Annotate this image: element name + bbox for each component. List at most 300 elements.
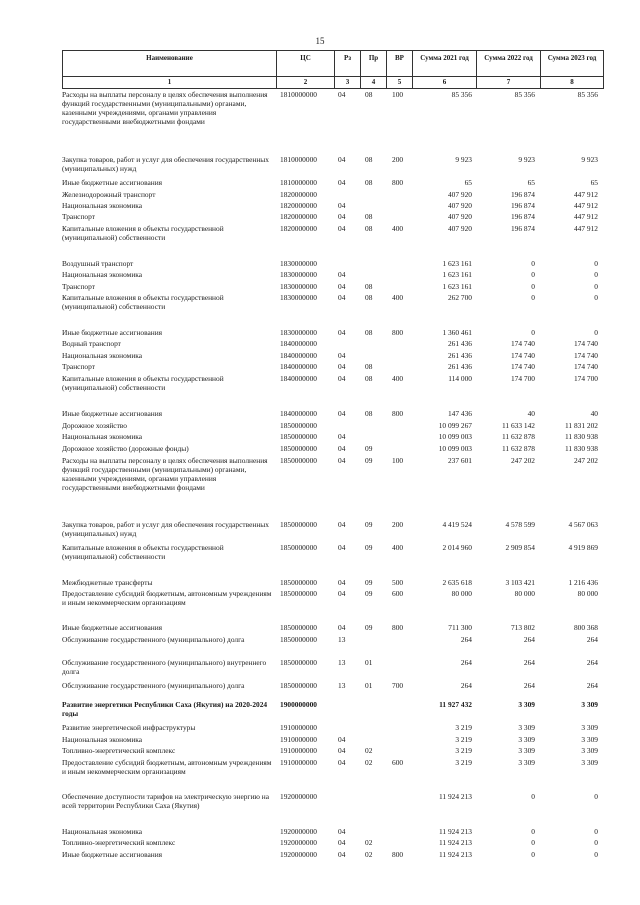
row-s2: 713 802 (510, 623, 535, 632)
row-s2: 3 309 (518, 758, 535, 767)
header-pr: Пр (368, 54, 379, 62)
row-rz: 13 (338, 658, 346, 667)
row-cs: 1820000000 (280, 212, 317, 221)
table-row (0, 351, 640, 361)
row-s3: 3 309 (581, 700, 598, 709)
row-s2: 11 632 878 (502, 444, 535, 453)
row-rz: 04 (338, 520, 346, 529)
row-cs: 1910000000 (280, 746, 317, 755)
row-s2: 3 103 421 (505, 578, 535, 587)
row-cs: 1850000000 (280, 589, 317, 598)
row-rz: 04 (338, 746, 346, 755)
table-row (0, 201, 640, 211)
row-pr: 01 (365, 658, 373, 667)
row-s3: 174 740 (573, 351, 598, 360)
row-vr: 400 (392, 224, 404, 233)
row-s3: 264 (586, 681, 598, 690)
row-pr: 08 (365, 90, 373, 99)
row-name: Железнодорожный транспорт (62, 190, 156, 199)
row-s2: 0 (531, 838, 535, 847)
row-rz: 04 (338, 827, 346, 836)
row-s3: 447 912 (573, 212, 598, 221)
row-s1: 407 920 (447, 224, 472, 233)
row-name: Капитальные вложения в объекты государственной (муниципальной) собственности (62, 293, 224, 311)
row-vr: 400 (392, 293, 404, 302)
row-rz: 04 (338, 224, 346, 233)
row-cs: 1910000000 (280, 735, 317, 744)
row-rz: 04 (338, 201, 346, 210)
row-name: Водный транспорт (62, 339, 121, 348)
row-s3: 447 912 (573, 190, 598, 199)
row-name: Предоставление субсидий бюджетным, автономным учреждениям и иным некоммерческим организациям (62, 589, 272, 607)
row-rz: 04 (338, 409, 346, 418)
row-name: Капитальные вложения в объекты государственной (муниципальной) собственности (62, 374, 224, 392)
row-name: Капитальные вложения в объекты государственной (муниципальной) собственности (62, 224, 224, 242)
table-row (0, 328, 640, 338)
row-name: Расходы на выплаты персоналу в целях обеспечения выполнения функций государственными (муниципальными) органами, казенными учреждениями, органами управления государственными внебюджетными фондами (62, 456, 268, 492)
row-s2: 11 633 142 (502, 421, 535, 430)
row-rz: 04 (338, 838, 346, 847)
row-name: Иные бюджетные ассигнования (62, 623, 163, 632)
row-s3: 11 830 938 (565, 444, 598, 453)
row-rz: 04 (338, 155, 346, 164)
row-rz: 04 (338, 758, 346, 767)
row-cs: 1810000000 (280, 90, 317, 99)
row-rz: 04 (338, 90, 346, 99)
row-s1: 264 (460, 681, 472, 690)
row-s2: 9 923 (518, 155, 535, 164)
row-s3: 11 831 202 (565, 421, 598, 430)
row-cs: 1820000000 (280, 224, 317, 233)
row-name: Обслуживание государственного (муниципального) долга (62, 635, 245, 644)
col-number: 3 (345, 78, 350, 86)
table-row (0, 658, 640, 676)
header-vr: ВР (395, 54, 404, 62)
row-s1: 65 (464, 178, 472, 187)
row-s1: 407 920 (447, 212, 472, 221)
row-name: Транспорт (62, 282, 95, 291)
row-s1: 10 099 003 (438, 444, 472, 453)
row-s2: 264 (523, 658, 535, 667)
row-s3: 4 567 063 (568, 520, 598, 529)
row-s1: 407 920 (447, 201, 472, 210)
row-s3: 447 912 (573, 201, 598, 210)
row-s3: 40 (590, 409, 598, 418)
col-number: 1 (167, 78, 172, 86)
table-row (0, 456, 640, 492)
table-row (0, 282, 640, 292)
row-cs: 1910000000 (280, 758, 317, 767)
row-pr: 08 (365, 374, 373, 383)
row-vr: 500 (392, 578, 404, 587)
row-s1: 1 623 161 (442, 270, 472, 279)
row-s2: 0 (531, 328, 535, 337)
header-name: Наименование (146, 54, 193, 62)
row-pr: 08 (365, 212, 373, 221)
table-row (0, 224, 640, 242)
row-s1: 2 014 960 (442, 543, 472, 552)
row-vr: 800 (392, 328, 404, 337)
row-cs: 1850000000 (280, 635, 317, 644)
row-name: Транспорт (62, 362, 95, 371)
row-s1: 85 356 (451, 90, 472, 99)
row-cs: 1830000000 (280, 328, 317, 337)
col-number: 5 (397, 78, 402, 86)
row-cs: 1850000000 (280, 658, 317, 667)
row-rz: 04 (338, 432, 346, 441)
table-row (0, 212, 640, 222)
row-s1: 3 219 (455, 735, 472, 744)
row-s2: 65 (527, 178, 535, 187)
table-row (0, 374, 640, 392)
row-s3: 0 (594, 293, 598, 302)
row-s2: 174 700 (510, 374, 535, 383)
row-vr: 400 (392, 543, 404, 552)
row-s2: 0 (531, 293, 535, 302)
table-row (0, 746, 640, 756)
row-s1: 237 601 (447, 456, 472, 465)
row-vr: 800 (392, 850, 404, 859)
row-name: Расходы на выплаты персоналу в целях обеспечения выполнения функций государственными (муниципальными) органами, казенными учреждениями, органами управления государственными внебюджетными фондами (62, 90, 268, 126)
row-pr: 08 (365, 293, 373, 302)
row-pr: 09 (365, 520, 373, 529)
row-name: Закупка товаров, работ и услуг для обеспечения государственных (муниципальных) нужд (62, 155, 269, 173)
row-cs: 1900000000 (280, 700, 317, 709)
header-sum-2021: Сумма 2021 год (420, 54, 469, 62)
row-cs: 1820000000 (280, 201, 317, 210)
table-row (0, 589, 640, 607)
row-s3: 447 912 (573, 224, 598, 233)
row-name: Воздушный транспорт (62, 259, 134, 268)
row-pr: 08 (365, 155, 373, 164)
col-number: 7 (506, 78, 511, 86)
row-s1: 264 (460, 658, 472, 667)
row-s2: 80 000 (514, 589, 535, 598)
row-s1: 80 000 (451, 589, 472, 598)
row-vr: 600 (392, 589, 404, 598)
row-cs: 1850000000 (280, 623, 317, 632)
table-row (0, 409, 640, 419)
row-rz: 04 (338, 735, 346, 744)
row-rz: 04 (338, 270, 346, 279)
table-row (0, 635, 640, 645)
row-s2: 196 874 (510, 212, 535, 221)
row-rz: 04 (338, 623, 346, 632)
row-vr: 200 (392, 520, 404, 529)
row-s2: 0 (531, 792, 535, 801)
table-row (0, 270, 640, 280)
row-name: Развитие энергетической инфраструктуры (62, 723, 196, 732)
row-pr: 09 (365, 543, 373, 552)
row-s3: 0 (594, 259, 598, 268)
row-s1: 3 219 (455, 758, 472, 767)
col-divider (603, 50, 604, 89)
row-name: Дорожное хозяйство (дорожные фонды) (62, 444, 189, 453)
row-s3: 4 919 869 (568, 543, 598, 552)
row-pr: 08 (365, 362, 373, 371)
row-cs: 1920000000 (280, 850, 317, 859)
row-s3: 247 202 (573, 456, 598, 465)
row-cs: 1840000000 (280, 374, 317, 383)
row-name: Национальная экономика (62, 735, 143, 744)
table-row (0, 827, 640, 837)
table-row (0, 758, 640, 776)
row-rz: 04 (338, 589, 346, 598)
row-pr: 09 (365, 589, 373, 598)
row-cs: 1840000000 (280, 362, 317, 371)
row-name: Топливно-энергетический комплекс (62, 838, 176, 847)
row-s1: 10 099 267 (438, 421, 472, 430)
row-s2: 174 740 (510, 362, 535, 371)
row-s1: 9 923 (455, 155, 472, 164)
row-s1: 407 920 (447, 190, 472, 199)
row-name: Капитальные вложения в объекты государственной (муниципальной) собственности (62, 543, 224, 561)
row-name: Национальная экономика (62, 432, 143, 441)
row-s3: 0 (594, 270, 598, 279)
row-pr: 02 (365, 838, 373, 847)
row-name: Закупка товаров, работ и услуг для обеспечения государственных (муниципальных) нужд (62, 520, 269, 538)
row-s1: 3 219 (455, 746, 472, 755)
row-s2: 0 (531, 259, 535, 268)
row-pr: 08 (365, 178, 373, 187)
row-pr: 08 (365, 282, 373, 291)
row-s3: 3 309 (581, 746, 598, 755)
header-rz: Рз (343, 54, 352, 62)
table-row (0, 838, 640, 848)
row-s2: 196 874 (510, 224, 535, 233)
table-row (0, 339, 640, 349)
row-rz: 04 (338, 578, 346, 587)
row-cs: 1920000000 (280, 792, 317, 801)
row-s1: 711 300 (448, 623, 472, 632)
row-s3: 174 700 (573, 374, 598, 383)
row-s3: 174 740 (573, 362, 598, 371)
row-s3: 0 (594, 838, 598, 847)
row-cs: 1830000000 (280, 270, 317, 279)
row-rz: 13 (338, 681, 346, 690)
row-cs: 1920000000 (280, 827, 317, 836)
table-row (0, 681, 640, 691)
row-s2: 40 (527, 409, 535, 418)
row-s2: 3 309 (518, 746, 535, 755)
row-cs: 1830000000 (280, 282, 317, 291)
row-s1: 4 419 524 (442, 520, 472, 529)
row-name: Обеспечение доступности тарифов на электрическую энергию на всей территории Республики Саха (Якутия) (62, 792, 270, 810)
row-vr: 400 (392, 374, 404, 383)
row-vr: 700 (392, 681, 404, 690)
header-bottom-border (62, 88, 603, 89)
table-row (0, 432, 640, 442)
row-pr: 01 (365, 681, 373, 690)
row-s1: 1 623 161 (442, 282, 472, 291)
row-name: Национальная экономика (62, 351, 143, 360)
row-s2: 264 (523, 681, 535, 690)
row-s2: 3 309 (518, 735, 535, 744)
row-name: Обслуживание государственного (муниципального) долга (62, 681, 245, 690)
row-vr: 800 (392, 178, 404, 187)
row-cs: 1840000000 (280, 339, 317, 348)
row-s2: 2 909 854 (505, 543, 535, 552)
row-rz: 04 (338, 456, 346, 465)
row-name: Топливно-энергетический комплекс (62, 746, 176, 755)
row-rz: 04 (338, 351, 346, 360)
page-number: 15 (315, 36, 325, 46)
header-sum-2023: Сумма 2023 год (547, 54, 597, 62)
row-s3: 0 (594, 827, 598, 836)
row-s3: 0 (594, 282, 598, 291)
row-s1: 2 635 618 (442, 578, 472, 587)
row-s1: 10 099 003 (438, 432, 472, 441)
row-s2: 247 202 (510, 456, 535, 465)
row-rz: 04 (338, 543, 346, 552)
col-number: 6 (442, 78, 447, 86)
row-s1: 261 436 (447, 362, 472, 371)
row-name: Национальная экономика (62, 201, 143, 210)
row-rz: 04 (338, 293, 346, 302)
table-row (0, 190, 640, 200)
row-s2: 0 (531, 827, 535, 836)
col-number: 8 (570, 78, 574, 86)
row-name: Дорожное хозяйство (62, 421, 127, 430)
row-s2: 3 309 (518, 700, 535, 709)
row-rz: 04 (338, 178, 346, 187)
row-rz: 04 (338, 212, 346, 221)
header-top-border (62, 50, 603, 51)
row-s3: 11 830 938 (565, 432, 598, 441)
row-cs: 1810000000 (280, 178, 317, 187)
row-s3: 85 356 (577, 90, 598, 99)
row-s2: 264 (523, 635, 535, 644)
row-cs: 1830000000 (280, 293, 317, 302)
row-s1: 262 700 (447, 293, 472, 302)
row-s3: 0 (594, 850, 598, 859)
row-s3: 80 000 (577, 589, 598, 598)
row-s1: 114 000 (448, 374, 472, 383)
col-number: 4 (371, 78, 376, 86)
row-s3: 264 (586, 658, 598, 667)
row-cs: 1850000000 (280, 456, 317, 465)
row-pr: 09 (365, 623, 373, 632)
row-name: Иные бюджетные ассигнования (62, 409, 163, 418)
row-s1: 261 436 (447, 351, 472, 360)
row-cs: 1920000000 (280, 838, 317, 847)
row-rz: 04 (338, 850, 346, 859)
row-rz: 04 (338, 444, 346, 453)
row-s2: 174 740 (510, 339, 535, 348)
row-s3: 0 (594, 792, 598, 801)
table-row (0, 293, 640, 311)
row-cs: 1850000000 (280, 421, 317, 430)
row-s3: 3 309 (581, 723, 598, 732)
table-row (0, 178, 640, 188)
table-row (0, 578, 640, 588)
row-name: Межбюджетные трансферты (62, 578, 153, 587)
row-rz: 04 (338, 374, 346, 383)
row-name: Национальная экономика (62, 827, 143, 836)
row-s1: 1 623 161 (442, 259, 472, 268)
row-name: Национальная экономика (62, 270, 143, 279)
row-name: Иные бюджетные ассигнования (62, 328, 163, 337)
row-name: Развитие энергетики Республики Саха (Якутия) на 2020-2024 годы (62, 700, 268, 718)
row-s1: 264 (460, 635, 472, 644)
row-cs: 1810000000 (280, 155, 317, 164)
row-s3: 65 (590, 178, 598, 187)
row-pr: 02 (365, 746, 373, 755)
row-s1: 3 219 (455, 723, 472, 732)
row-name: Иные бюджетные ассигнования (62, 178, 163, 187)
row-pr: 08 (365, 224, 373, 233)
row-s1: 261 436 (447, 339, 472, 348)
row-cs: 1840000000 (280, 409, 317, 418)
row-name: Предоставление субсидий бюджетным, автономным учреждениям и иным некоммерческим организациям (62, 758, 272, 776)
table-row (0, 700, 640, 718)
row-cs: 1910000000 (280, 723, 317, 732)
row-s3: 264 (586, 635, 598, 644)
row-cs: 1850000000 (280, 578, 317, 587)
row-s2: 0 (531, 270, 535, 279)
row-vr: 600 (392, 758, 404, 767)
row-cs: 1840000000 (280, 351, 317, 360)
row-pr: 09 (365, 578, 373, 587)
row-pr: 08 (365, 328, 373, 337)
row-s3: 800 368 (573, 623, 598, 632)
row-cs: 1850000000 (280, 520, 317, 529)
row-vr: 800 (392, 623, 404, 632)
table-row (0, 155, 640, 173)
table-row (0, 735, 640, 745)
row-s3: 3 309 (581, 758, 598, 767)
table-row (0, 362, 640, 372)
row-pr: 09 (365, 444, 373, 453)
table-row (0, 623, 640, 633)
row-pr: 09 (365, 456, 373, 465)
table-row (0, 90, 640, 126)
row-rz: 04 (338, 362, 346, 371)
row-vr: 100 (392, 90, 404, 99)
row-rz: 04 (338, 328, 346, 337)
table-row (0, 259, 640, 269)
row-name: Обслуживание государственного (муниципального) внутреннего долга (62, 658, 267, 676)
row-s2: 0 (531, 850, 535, 859)
row-s2: 4 578 599 (505, 520, 535, 529)
header-cs: ЦС (300, 54, 311, 62)
row-s2: 174 740 (510, 351, 535, 360)
row-s3: 1 216 436 (568, 578, 598, 587)
table-row (0, 444, 640, 454)
row-name: Иные бюджетные ассигнования (62, 850, 163, 859)
row-s2: 3 309 (518, 723, 535, 732)
row-name: Транспорт (62, 212, 95, 221)
row-cs: 1850000000 (280, 432, 317, 441)
table-row (0, 421, 640, 431)
row-s2: 85 356 (514, 90, 535, 99)
row-cs: 1850000000 (280, 681, 317, 690)
row-s1: 11 924 213 (439, 792, 472, 801)
row-s2: 0 (531, 282, 535, 291)
row-cs: 1830000000 (280, 259, 317, 268)
table-row (0, 792, 640, 810)
row-s3: 174 740 (573, 339, 598, 348)
table-row (0, 850, 640, 860)
table-row (0, 520, 640, 538)
row-cs: 1820000000 (280, 190, 317, 199)
row-s1: 11 924 213 (439, 827, 472, 836)
row-s1: 11 924 213 (439, 838, 472, 847)
row-rz: 04 (338, 282, 346, 291)
row-s3: 3 309 (581, 735, 598, 744)
row-pr: 02 (365, 758, 373, 767)
row-s1: 147 436 (447, 409, 472, 418)
